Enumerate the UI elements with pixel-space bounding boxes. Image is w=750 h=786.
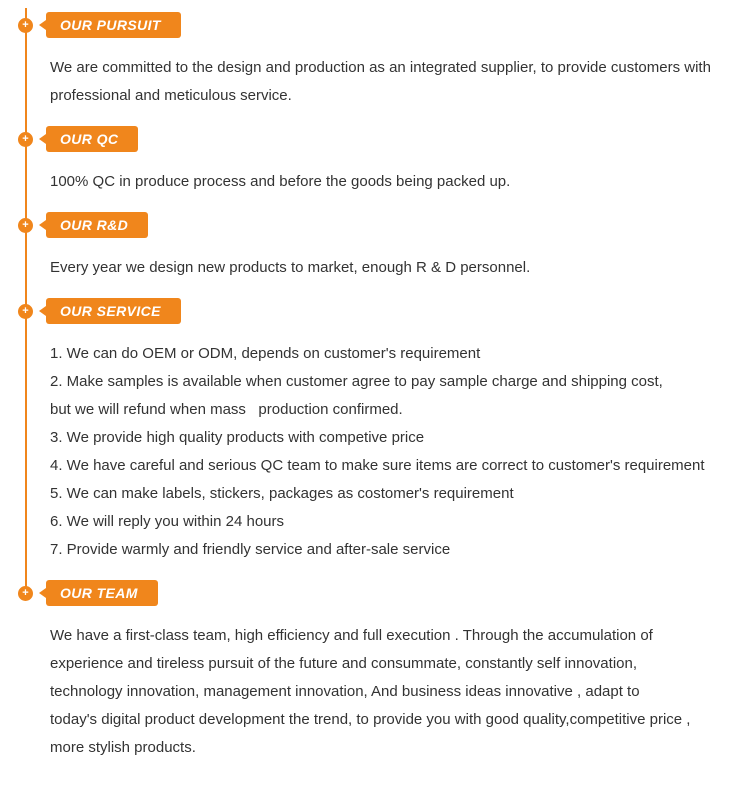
paragraph-line: experience and tireless pursuit of the future and consummate, constantly self innovation, <box>50 655 637 672</box>
section-our-rd <box>0 212 750 282</box>
section-our-qc <box>0 126 750 196</box>
section-our-pursuit <box>0 12 750 110</box>
section-header <box>0 298 750 324</box>
section-title-badge: OUR R&D <box>46 212 148 238</box>
section-header <box>0 580 750 606</box>
paragraph-line: today's digital product development the trend, to provide you with good quality,competitive price , <box>50 711 691 728</box>
section-title-badge: OUR QC <box>46 126 138 152</box>
paragraph-line: technology innovation, management innovation, And business ideas innovative , adapt to <box>50 683 640 700</box>
section-body <box>50 622 720 762</box>
paragraph-line: professional and meticulous service. <box>50 87 292 104</box>
section-body <box>50 54 720 110</box>
section-header <box>0 12 750 38</box>
section-body <box>50 168 720 196</box>
paragraph-line: We are committed to the design and production as an integrated supplier, to provide customers with <box>50 59 711 76</box>
service-list-item: 7. Provide warmly and friendly service and after-sale service <box>50 541 451 558</box>
paragraph-line: We have a first-class team, high efficiency and full execution . Through the accumulation of <box>50 627 653 644</box>
service-list-item: 2. Make samples is available when customer agree to pay sample charge and shipping cost, <box>50 373 663 390</box>
paragraph-line: Every year we design new products to market, enough R & D personnel. <box>50 259 531 276</box>
service-list-item: 1. We can do OEM or ODM, depends on customer's requirement <box>50 345 481 362</box>
plus-bullet-icon: + <box>18 132 33 147</box>
section-our-service <box>0 298 750 564</box>
section-title-badge: OUR TEAM <box>46 580 158 606</box>
service-list-item-continuation: but we will refund when mass production confirmed. <box>50 401 403 418</box>
plus-bullet-icon: + <box>18 304 33 319</box>
service-list-item: 4. We have careful and serious QC team to make sure items are correct to customer's requirement <box>50 457 705 474</box>
section-body <box>50 340 720 564</box>
section-our-team <box>0 580 750 762</box>
section-title-badge: OUR SERVICE <box>46 298 181 324</box>
section-title-badge: OUR PURSUIT <box>46 12 181 38</box>
section-header <box>0 212 750 238</box>
section-body <box>50 254 720 282</box>
plus-bullet-icon: + <box>18 18 33 33</box>
paragraph-line: more stylish products. <box>50 739 196 756</box>
service-list-item: 6. We will reply you within 24 hours <box>50 513 284 530</box>
service-list-item: 3. We provide high quality products with competive price <box>50 429 425 446</box>
plus-bullet-icon: + <box>18 218 33 233</box>
paragraph-line: 100% QC in produce process and before the goods being packed up. <box>50 173 511 190</box>
section-header <box>0 126 750 152</box>
plus-bullet-icon: + <box>18 586 33 601</box>
service-list-item: 5. We can make labels, stickers, packages as costomer's requirement <box>50 485 514 502</box>
